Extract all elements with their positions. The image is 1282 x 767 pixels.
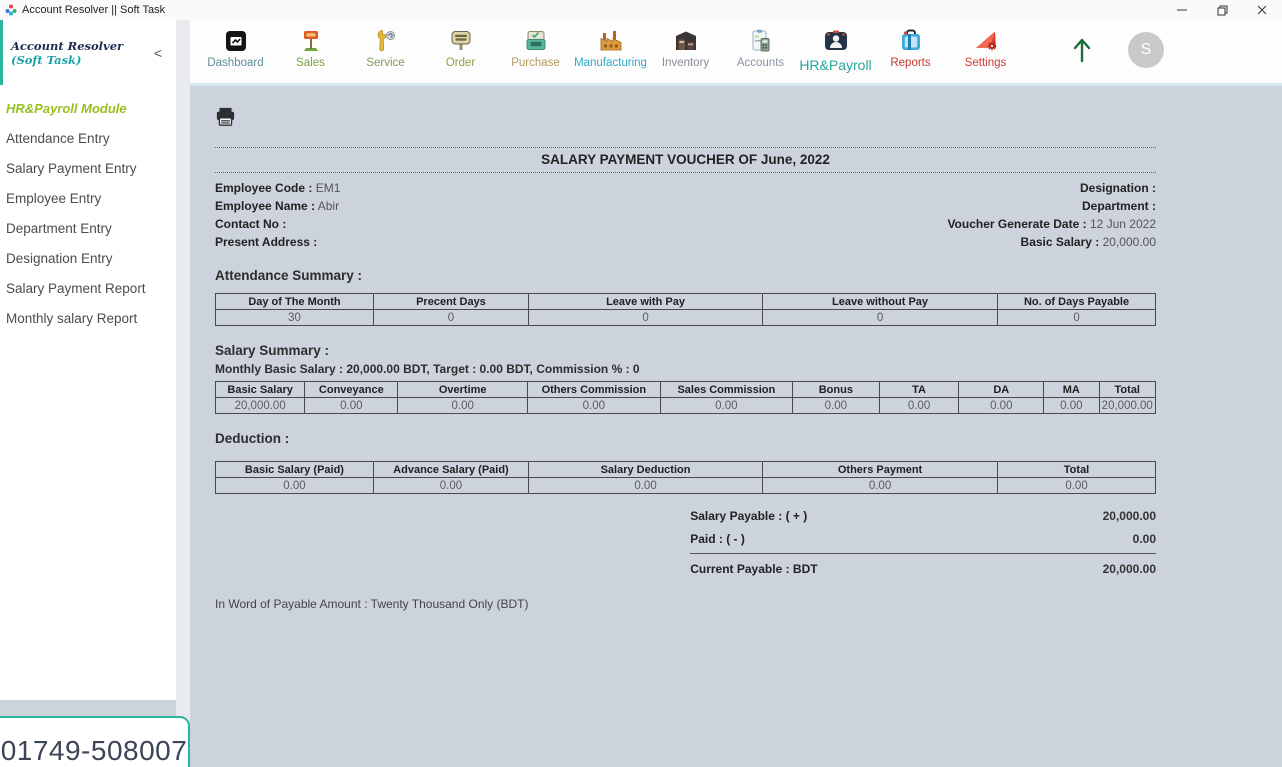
voucher-date-value: 12 Jun 2022 bbox=[1089, 217, 1156, 231]
table-header-cell: Leave with Pay bbox=[529, 294, 763, 310]
basic-salary-value: 20,000.00 bbox=[1102, 235, 1156, 249]
contact-no-row: Contact No : bbox=[215, 217, 287, 231]
amount-in-words: In Word of Payable Amount : Twenty Thousand Only (BDT) bbox=[215, 597, 529, 611]
deduction-table bbox=[215, 461, 1156, 494]
salary-payable-label: Salary Payable : ( + ) bbox=[690, 508, 808, 523]
paid-row bbox=[215, 527, 1156, 550]
inventory-icon bbox=[673, 28, 699, 54]
table-header-cell: Bonus bbox=[793, 382, 879, 398]
table-header-cell: Others Commission bbox=[528, 382, 661, 398]
reports-icon bbox=[898, 28, 924, 54]
accounts-icon bbox=[748, 28, 774, 54]
sidebar-gap-strip bbox=[176, 20, 190, 767]
salary-payable-value: 20,000.00 bbox=[1102, 508, 1156, 523]
salary-summary-heading: Salary Summary : bbox=[215, 343, 330, 358]
nav-order[interactable]: Order bbox=[423, 26, 498, 69]
purchase-icon bbox=[523, 28, 549, 54]
sidebar-item-department-entry[interactable]: Department Entry bbox=[6, 221, 112, 236]
nav-hr-payroll[interactable]: HR&Payroll bbox=[798, 26, 873, 73]
sidebar-item-attendance-entry[interactable]: Attendance Entry bbox=[6, 131, 110, 146]
nav-manufacturing[interactable]: Manufacturing bbox=[573, 26, 648, 69]
toolbar-right-group bbox=[1070, 32, 1282, 68]
print-button[interactable] bbox=[215, 107, 236, 126]
manufacturing-icon bbox=[598, 28, 624, 54]
current-payable-row bbox=[215, 557, 1156, 580]
table-cell: 0.00 bbox=[998, 478, 1156, 494]
paid-value: 0.00 bbox=[1132, 531, 1156, 546]
basic-salary-row: Basic Salary : 20,000.00 bbox=[1020, 235, 1156, 249]
table-header-cell: Total bbox=[1099, 382, 1155, 398]
table-cell: 0.00 bbox=[959, 398, 1044, 414]
table-cell: 0.00 bbox=[1044, 398, 1099, 414]
app-icon bbox=[5, 4, 17, 16]
table-header-cell: Basic Salary bbox=[216, 382, 305, 398]
table-header-cell: Leave without Pay bbox=[763, 294, 998, 310]
sidebar-menu bbox=[0, 85, 176, 334]
table-header-cell: Precent Days bbox=[373, 294, 528, 310]
table-header-cell: Day of The Month bbox=[216, 294, 374, 310]
table-cell: 20,000.00 bbox=[1099, 398, 1155, 414]
table-cell: 0.00 bbox=[660, 398, 793, 414]
sidebar-item-salary-payment-report[interactable]: Salary Payment Report bbox=[6, 281, 146, 296]
table-header-cell: Total bbox=[998, 462, 1156, 478]
table-header-cell: DA bbox=[959, 382, 1044, 398]
sidebar-header bbox=[0, 20, 176, 85]
service-icon bbox=[373, 28, 399, 54]
phone-number-badge bbox=[0, 716, 190, 767]
table-cell: 30 bbox=[216, 310, 374, 326]
voucher-title: SALARY PAYMENT VOUCHER OF June, 2022 bbox=[541, 152, 830, 167]
designation-row: Designation : bbox=[1079, 181, 1156, 195]
sidebar-item-designation-entry[interactable]: Designation Entry bbox=[6, 251, 113, 266]
table-cell: 0.00 bbox=[529, 478, 763, 494]
table-header-cell: TA bbox=[879, 382, 959, 398]
up-arrow-icon[interactable] bbox=[1070, 36, 1094, 64]
employee-name-row: Employee Name : Abir bbox=[215, 199, 340, 213]
sales-icon bbox=[298, 28, 324, 54]
settings-icon bbox=[972, 28, 1000, 54]
attendance-summary-table bbox=[215, 293, 1156, 326]
employee-code-value: EM1 bbox=[315, 181, 341, 195]
table-cell: 0.00 bbox=[879, 398, 959, 414]
sidebar-item-employee-entry[interactable]: Employee Entry bbox=[6, 191, 102, 206]
window-controls bbox=[1162, 0, 1282, 20]
paid-label: Paid : ( - ) bbox=[690, 531, 745, 546]
deduction-value-row bbox=[216, 478, 1156, 494]
totals-block bbox=[215, 504, 1156, 580]
nav-settings[interactable]: Settings bbox=[948, 26, 1023, 69]
divider-under-title bbox=[215, 172, 1156, 173]
table-header-cell: MA bbox=[1044, 382, 1099, 398]
restore-icon[interactable] bbox=[1202, 0, 1242, 20]
nav-inventory[interactable]: Inventory bbox=[648, 26, 723, 69]
nav-service[interactable]: Service bbox=[348, 26, 423, 69]
deduction-header-row bbox=[216, 462, 1156, 478]
table-header-cell: Basic Salary (Paid) bbox=[216, 462, 374, 478]
table-cell: 0.00 bbox=[793, 398, 879, 414]
nav-reports[interactable]: Reports bbox=[873, 26, 948, 69]
top-toolbar bbox=[190, 20, 1282, 86]
table-cell: 20,000.00 bbox=[216, 398, 305, 414]
sidebar bbox=[0, 20, 176, 700]
minimize-icon[interactable] bbox=[1162, 0, 1202, 20]
table-cell: 0.00 bbox=[216, 478, 374, 494]
employee-info-left bbox=[215, 179, 340, 251]
table-cell: 0 bbox=[373, 310, 528, 326]
salary-header-row bbox=[216, 382, 1156, 398]
close-icon[interactable] bbox=[1242, 0, 1282, 20]
salary-value-row bbox=[216, 398, 1156, 414]
brand-suffix: (Soft Task) bbox=[11, 52, 82, 67]
table-cell: 0 bbox=[529, 310, 763, 326]
nav-accounts[interactable]: Accounts bbox=[723, 26, 798, 69]
salary-payable-row bbox=[215, 504, 1156, 527]
table-header-cell: No. of Days Payable bbox=[998, 294, 1156, 310]
table-header-cell: Conveyance bbox=[305, 382, 398, 398]
attendance-value-row bbox=[216, 310, 1156, 326]
voucher-date-row: Voucher Generate Date : 12 Jun 2022 bbox=[947, 217, 1156, 231]
table-cell: 0.00 bbox=[398, 398, 528, 414]
sidebar-item-salary-payment-entry[interactable]: Salary Payment Entry bbox=[6, 161, 137, 176]
table-cell: 0.00 bbox=[528, 398, 661, 414]
table-cell: 0 bbox=[998, 310, 1156, 326]
hr-payroll-icon bbox=[822, 28, 850, 54]
employee-code-row: Employee Code : EM1 bbox=[215, 181, 341, 195]
table-cell: 0.00 bbox=[373, 478, 528, 494]
user-avatar[interactable]: S bbox=[1128, 32, 1164, 68]
deduction-heading: Deduction : bbox=[215, 431, 290, 446]
window-title: Account Resolver || Soft Task bbox=[22, 4, 166, 16]
attendance-header-row bbox=[216, 294, 1156, 310]
nav-sales[interactable]: Sales bbox=[273, 26, 348, 69]
brand-logo: Account Resolver (Soft Task) bbox=[11, 38, 124, 67]
table-header-cell: Advance Salary (Paid) bbox=[373, 462, 528, 478]
sidebar-collapse-icon[interactable]: < bbox=[153, 44, 162, 61]
totals-divider bbox=[690, 553, 1156, 554]
table-cell: 0.00 bbox=[763, 478, 998, 494]
order-icon bbox=[448, 28, 474, 54]
employee-info bbox=[215, 179, 1156, 251]
dashboard-icon bbox=[223, 28, 249, 54]
attendance-summary-heading: Attendance Summary : bbox=[215, 268, 363, 283]
table-cell: 0.00 bbox=[305, 398, 398, 414]
phone-number: 01749-508007 bbox=[0, 735, 188, 766]
table-header-cell: Overtime bbox=[398, 382, 528, 398]
salary-summary-subheading: Monthly Basic Salary : 20,000.00 BDT, Target : 0.00 BDT, Commission % : 0 bbox=[215, 362, 640, 376]
table-header-cell: Sales Commission bbox=[660, 382, 793, 398]
current-payable-label: Current Payable : BDT bbox=[690, 561, 818, 576]
employee-info-right bbox=[947, 179, 1156, 251]
table-header-cell: Salary Deduction bbox=[529, 462, 763, 478]
voucher-page bbox=[190, 89, 1282, 767]
titlebar bbox=[0, 0, 1282, 20]
table-cell: 0 bbox=[763, 310, 998, 326]
current-payable-value: 20,000.00 bbox=[1102, 561, 1156, 576]
department-row: Department : bbox=[1081, 199, 1156, 213]
employee-name-value: Abir bbox=[317, 199, 340, 213]
sidebar-item-monthly-salary-report[interactable]: Monthly salary Report bbox=[6, 311, 138, 326]
table-header-cell: Others Payment bbox=[763, 462, 998, 478]
nav-purchase[interactable]: Purchase bbox=[498, 26, 573, 69]
salary-summary-table bbox=[215, 381, 1156, 414]
nav-dashboard[interactable]: Dashboard bbox=[198, 26, 273, 69]
present-address-row: Present Address : bbox=[215, 235, 318, 249]
sidebar-module-title: HR&Payroll Module bbox=[6, 101, 127, 116]
